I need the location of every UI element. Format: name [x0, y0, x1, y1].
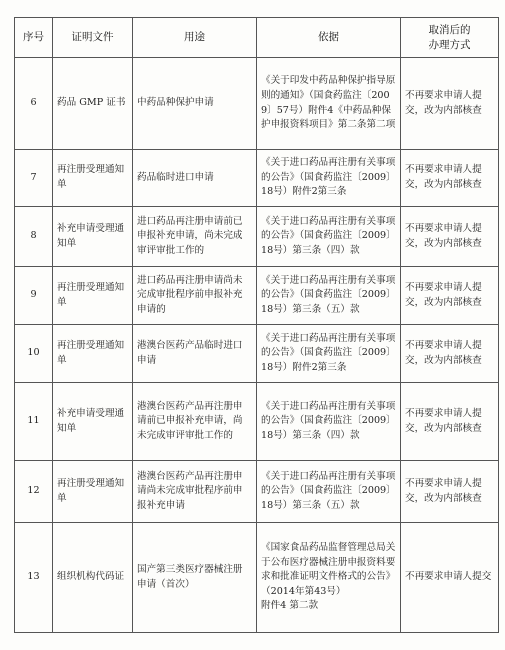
cell-basis: 《关于进口药品再注册有关事项的公告》（国食药监注〔2009〕18号）附件2第三条 — [257, 150, 401, 207]
table-row — [15, 383, 499, 461]
header-doc: 证明文件 — [53, 18, 133, 58]
cell-use: 进口药品再注册申请前已申报补充申请，尚未完成审评审批工作的 — [133, 207, 257, 267]
cell-seq: 13 — [15, 523, 53, 633]
cell-after: 不再要求申请人提交，改为内部核查 — [401, 383, 499, 461]
cell-seq: 10 — [15, 325, 53, 383]
header-use: 用途 — [133, 18, 257, 58]
cell-seq: 7 — [15, 150, 53, 207]
table-row — [15, 267, 499, 325]
cell-doc: 再注册受理通知单 — [53, 267, 133, 325]
cell-basis: 《国家食品药品监督管理总局关于公布医疗器械注册申报资料要求和批准证明文件格式的公告》（2014年第43号） 附件4 第二款 — [257, 523, 401, 633]
cell-doc: 再注册受理通知单 — [53, 461, 133, 523]
cell-seq: 11 — [15, 383, 53, 461]
cell-doc: 药品 GMP 证书 — [53, 58, 133, 150]
table-row — [15, 461, 499, 523]
cell-basis: 《关于进口药品再注册有关事项的公告》（国食药监注〔2009〕18号）附件2第三条 — [257, 325, 401, 383]
header-seq: 序号 — [15, 18, 53, 58]
cell-after: 不再要求申请人提交，改为内部核查 — [401, 461, 499, 523]
cell-basis: 《关于进口药品再注册有关事项的公告》（国食药监注〔2009〕18号）第三条（四）款 — [257, 383, 401, 461]
cell-after: 不再要求申请人提交，改为内部核查 — [401, 207, 499, 267]
table-row — [15, 523, 499, 633]
cell-after: 不再要求申请人提交 — [401, 523, 499, 633]
cell-use: 港澳台医药产品再注册申请尚未完成审批程序前申报补充申请 — [133, 461, 257, 523]
cell-doc: 补充申请受理通知单 — [53, 383, 133, 461]
cell-doc: 组织机构代码证 — [53, 523, 133, 633]
cell-after: 不再要求申请人提交，改为内部核查 — [401, 58, 499, 150]
table-row — [15, 325, 499, 383]
header-basis: 依据 — [257, 18, 401, 58]
cell-basis: 《关于进口药品再注册有关事项的公告》（国食药监注〔2009〕18号）第三条（五）款 — [257, 267, 401, 325]
cell-use: 港澳台医药产品临时进口申请 — [133, 325, 257, 383]
cell-basis: 《关于进口药品再注册有关事项的公告》（国食药监注〔2009〕18号）第三条（四）款 — [257, 207, 401, 267]
cell-doc: 再注册受理通知单 — [53, 150, 133, 207]
cell-basis: 《关于进口药品再注册有关事项的公告》（国食药监注〔2009〕18号）第三条（五）款 — [257, 461, 401, 523]
cell-use: 药品临时进口申请 — [133, 150, 257, 207]
cell-basis: 《关于印发中药品种保护指导原则的通知》（国食药监注〔2009〕57号）附件4《中药品种保护申报资料项目》第二条第二项 — [257, 58, 401, 150]
cell-seq: 12 — [15, 461, 53, 523]
cell-after: 不再要求申请人提交，改为内部核查 — [401, 150, 499, 207]
cell-doc: 再注册受理通知单 — [53, 325, 133, 383]
header-after: 取消后的 办理方式 — [401, 18, 499, 58]
cell-seq: 9 — [15, 267, 53, 325]
certificate-table — [14, 17, 499, 633]
table-header-row — [15, 18, 499, 58]
table-row — [15, 58, 499, 150]
cell-use: 中药品种保护申请 — [133, 58, 257, 150]
cell-seq: 8 — [15, 207, 53, 267]
table-row — [15, 150, 499, 207]
cell-doc: 补充申请受理通知单 — [53, 207, 133, 267]
table-row — [15, 207, 499, 267]
cell-use: 国产第三类医疗器械注册申请（首次） — [133, 523, 257, 633]
cell-after: 不再要求申请人提交，改为内部核查 — [401, 267, 499, 325]
cell-seq: 6 — [15, 58, 53, 150]
cell-after: 不再要求申请人提交，改为内部核查 — [401, 325, 499, 383]
cell-use: 进口药品再注册申请尚未完成审批程序前申报补充申请的 — [133, 267, 257, 325]
cell-use: 港澳台医药产品再注册申请前已申报补充申请，尚未完成审评审批工作的 — [133, 383, 257, 461]
